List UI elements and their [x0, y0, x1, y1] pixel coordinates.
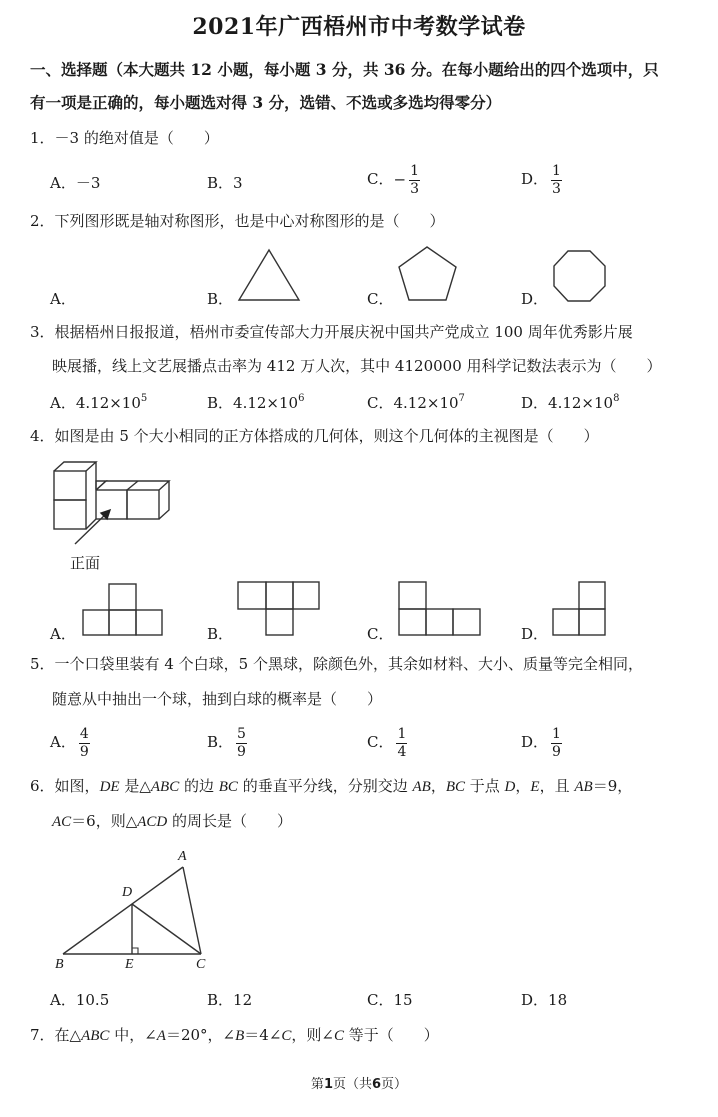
square	[399, 609, 426, 635]
cube-edge	[127, 481, 138, 490]
question-5-line1	[30, 657, 643, 672]
option-value: 15	[393, 991, 413, 1009]
option-d[interactable]	[521, 727, 562, 759]
text-part: 如图，	[54, 777, 100, 795]
option-label: C．	[367, 290, 394, 308]
option-base: 4.12×10	[548, 394, 614, 412]
section-instructions-line2: 有一项是正确的，每小题选对得 3 分，选错、不选或多选均得零分）	[30, 93, 502, 112]
text-part: 是△	[119, 777, 151, 795]
question-number: 1．	[30, 129, 55, 147]
triangle-abc-figure	[40, 845, 240, 980]
point-e-label: E	[125, 957, 134, 972]
square	[136, 610, 162, 635]
option-d[interactable]	[521, 627, 548, 642]
cube-face	[54, 471, 86, 500]
fraction	[79, 727, 90, 759]
view-b-figure	[237, 581, 321, 637]
square	[83, 610, 109, 635]
option-b[interactable]	[207, 292, 233, 307]
numerator: 1	[552, 726, 561, 742]
cube-face	[96, 490, 127, 519]
option-b[interactable]	[207, 993, 252, 1008]
option-d[interactable]	[521, 993, 567, 1008]
question-7-stem	[30, 1028, 439, 1044]
option-value: 18	[548, 991, 568, 1009]
option-label: B．	[207, 733, 234, 752]
question-text: 如图是由 5 个大小相同的正方体搭成的几何体，则这个几何体的主视图是（ ）	[54, 427, 599, 445]
text-part: ，且	[539, 777, 575, 795]
option-label: D．	[521, 170, 549, 189]
text-part: ，则∠	[291, 1026, 334, 1044]
question-3-line1	[30, 325, 633, 340]
question-text: 根据梧州日报报道，梧州市委宣传部大力开展庆祝中国共产党成立 100 周年优秀影片展	[54, 323, 633, 341]
option-c[interactable]	[367, 727, 407, 759]
point-b-label: B	[55, 957, 64, 972]
option-a[interactable]	[50, 176, 100, 191]
option-d[interactable]	[521, 394, 619, 411]
text-part: 的边	[179, 777, 219, 795]
view-c-figure	[398, 581, 482, 637]
option-label: B．	[207, 394, 234, 412]
math-var: ABC	[81, 1028, 110, 1044]
math-var: B	[235, 1028, 245, 1044]
text-part: ，	[515, 777, 531, 795]
option-label: A．	[50, 290, 76, 308]
cube-face	[127, 490, 159, 519]
text-part: ＝9，	[592, 777, 633, 795]
option-label: C．	[367, 991, 394, 1009]
math-var: ACD	[137, 814, 168, 830]
option-label: A．	[50, 733, 76, 752]
cube-face	[54, 500, 86, 529]
option-base: 4.12×10	[393, 394, 459, 412]
option-a[interactable]	[50, 993, 109, 1008]
square	[109, 610, 136, 635]
option-label: D．	[521, 290, 549, 308]
fraction	[396, 727, 407, 759]
math-var: C	[281, 1028, 292, 1044]
text-part: 的垂直平分线，分别交边	[237, 777, 413, 795]
option-c[interactable]	[367, 627, 393, 642]
option-value: 12	[233, 991, 253, 1009]
denominator: 9	[237, 743, 246, 760]
option-b[interactable]	[207, 176, 243, 191]
question-4-stem	[30, 429, 599, 444]
option-label: A．	[50, 394, 76, 412]
question-text: 下列图形既是轴对称图形，也是中心对称图形的是（ ）	[54, 212, 445, 230]
option-label: B．	[207, 625, 234, 643]
question-text: －3 的绝对值是（ ）	[54, 129, 219, 147]
math-var: C	[334, 1028, 345, 1044]
fraction	[409, 164, 420, 196]
option-label: C．	[367, 394, 394, 412]
option-a[interactable]	[50, 727, 90, 759]
question-number: 6．	[30, 777, 55, 795]
text-part: ，	[430, 777, 446, 795]
cube-top	[54, 462, 96, 471]
math-var: BC	[218, 779, 238, 795]
math-var: ABC	[150, 779, 180, 795]
option-label: C．	[367, 625, 394, 643]
square	[109, 584, 136, 610]
option-label: A．	[50, 625, 76, 643]
option-label: A．	[50, 174, 76, 192]
octagon-shape	[554, 251, 605, 301]
numerator: 1	[552, 163, 561, 179]
option-c[interactable]	[367, 394, 465, 411]
text-part: ＝6，则△	[71, 812, 138, 830]
minus-sign: −	[393, 170, 407, 189]
exam-title: 2021年广西梧州市中考数学试卷	[192, 14, 526, 40]
option-exponent: 5	[140, 393, 148, 404]
numerator: 1	[397, 726, 407, 742]
question-number: 7．	[30, 1026, 55, 1044]
triangle-shape	[239, 250, 299, 300]
fraction	[551, 727, 562, 759]
page-footer	[0, 1073, 718, 1092]
option-label: C．	[367, 733, 394, 752]
option-label: B．	[207, 290, 234, 308]
question-number: 3．	[30, 323, 55, 341]
math-var: D	[504, 779, 516, 795]
pentagon-shape	[399, 247, 456, 300]
option-base: 4.12×10	[75, 394, 141, 412]
option-label: D．	[521, 733, 549, 752]
square	[266, 609, 293, 635]
cube-stack-figure	[53, 461, 173, 561]
question-1-stem	[30, 131, 219, 146]
option-a[interactable]	[50, 394, 147, 411]
denominator: 4	[397, 743, 407, 760]
option-label: A．	[50, 991, 76, 1009]
option-c[interactable]	[367, 292, 393, 307]
question-5-line2: 随意从中抽出一个球，抽到白球的概率是（ ）	[52, 690, 383, 708]
option-label: D．	[521, 625, 549, 643]
option-c[interactable]	[367, 164, 420, 196]
question-number: 2．	[30, 212, 55, 230]
numerator: 4	[79, 726, 89, 742]
text-part: 中，∠	[109, 1026, 157, 1044]
text-part: 的周长是（ ）	[167, 812, 293, 830]
denominator: 3	[410, 180, 419, 197]
option-exponent: 7	[458, 393, 465, 404]
square	[426, 609, 453, 635]
octagon-figure	[553, 250, 606, 302]
question-2-stem	[30, 214, 445, 229]
point-c-label: C	[196, 957, 206, 972]
footer-prefix: 第	[310, 1077, 324, 1092]
option-label: D．	[521, 991, 549, 1009]
point-a-label: A	[178, 849, 187, 864]
footer-suffix: 页）	[381, 1077, 408, 1092]
option-a[interactable]	[50, 627, 76, 642]
view-d-figure	[552, 581, 608, 637]
current-page: 1	[323, 1077, 333, 1092]
square	[238, 582, 266, 609]
option-d[interactable]	[521, 164, 562, 196]
option-label: D．	[521, 394, 549, 412]
cube-edge	[96, 481, 106, 490]
option-base: 4.12×10	[233, 394, 299, 412]
square	[579, 609, 605, 635]
question-number: 5．	[30, 655, 55, 673]
question-text: 一个口袋里装有 4 个白球，5 个黑球，除颜色外，其余如材料、大小、质量等完全相同，	[54, 655, 643, 673]
math-var: BC	[445, 779, 465, 795]
option-label: C．	[367, 170, 394, 189]
math-var: AB	[574, 779, 593, 795]
fraction	[236, 727, 247, 759]
option-value: －3	[75, 174, 101, 192]
option-exponent: 8	[613, 393, 620, 404]
fraction	[551, 164, 562, 196]
option-value: 3	[233, 174, 243, 192]
front-view-label: 正面	[70, 554, 101, 572]
math-var: DE	[99, 779, 120, 795]
numerator: 5	[237, 726, 246, 742]
pentagon-figure	[398, 246, 458, 302]
square	[453, 609, 480, 635]
math-var: A	[156, 1028, 166, 1044]
math-var: AC	[52, 814, 72, 830]
option-a[interactable]	[50, 292, 76, 307]
segment-dc	[132, 904, 201, 954]
option-b[interactable]	[207, 394, 304, 411]
right-angle-mark	[132, 948, 138, 954]
text-part: 等于（ ）	[344, 1026, 439, 1044]
square	[553, 609, 579, 635]
numerator: 1	[410, 163, 419, 179]
point-d-label: D	[122, 885, 133, 900]
text-part: 于点	[465, 777, 505, 795]
cube-top	[106, 481, 169, 490]
text-part: ＝4∠	[244, 1026, 282, 1044]
square	[579, 582, 605, 609]
question-3-line2: 映展播，线上文艺展播点击率为 412 万人次，其中 4120000 用科学记数法表示为（ ）	[52, 357, 662, 375]
square	[399, 582, 426, 609]
option-value: 10.5	[75, 991, 110, 1009]
option-b[interactable]	[207, 627, 233, 642]
footer-middle: 页（共	[332, 1077, 372, 1092]
option-b[interactable]	[207, 727, 247, 759]
option-label: B．	[207, 174, 234, 192]
math-var: E	[530, 779, 540, 795]
option-exponent: 6	[298, 393, 305, 404]
view-a-figure	[82, 583, 164, 637]
total-pages: 6	[372, 1077, 382, 1092]
question-6-line1	[30, 779, 632, 795]
option-label: B．	[207, 991, 234, 1009]
option-c[interactable]	[367, 993, 413, 1008]
segment-ba	[63, 867, 183, 954]
denominator: 3	[552, 180, 561, 197]
text-part: 在△	[54, 1026, 82, 1044]
question-number: 4．	[30, 427, 55, 445]
cube-side	[159, 481, 169, 519]
equilateral-triangle-figure	[238, 249, 300, 302]
square	[266, 582, 293, 609]
denominator: 9	[79, 743, 89, 760]
denominator: 9	[552, 743, 561, 760]
text-part: ＝20°，∠	[165, 1026, 236, 1044]
math-var: AB	[412, 779, 431, 795]
option-d[interactable]	[521, 292, 548, 307]
segment-ac	[183, 867, 201, 954]
section-instructions-line1: 一、选择题（本大题共 12 小题，每小题 3 分，共 36 分。在每小题给出的四个选项中，只	[30, 60, 659, 79]
question-6-line2	[52, 814, 292, 830]
square	[293, 582, 319, 609]
